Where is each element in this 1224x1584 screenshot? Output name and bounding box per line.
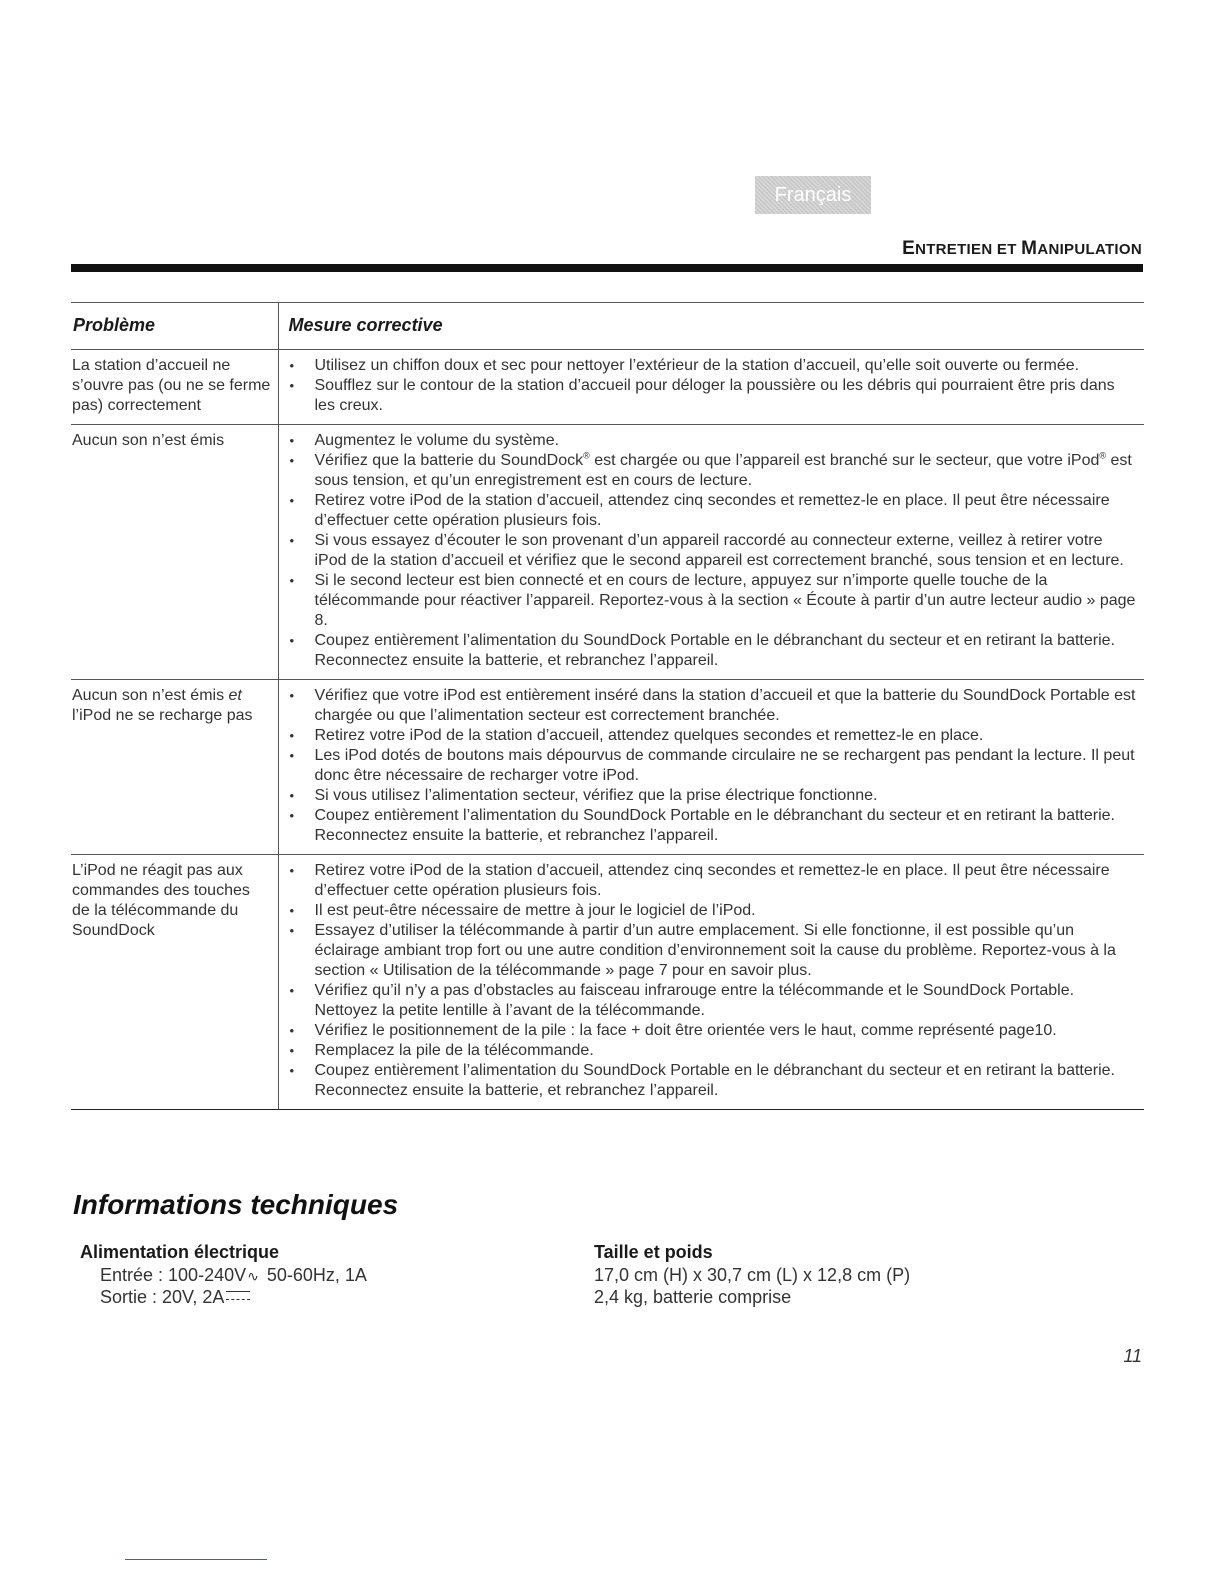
- registered-mark: ®: [583, 450, 590, 461]
- table-row: [71, 425, 1144, 680]
- problem-cell: Aucun son n’est émis et l’iPod ne se recharge pas: [71, 680, 278, 855]
- table-row: [71, 680, 1144, 855]
- list-item: • Vérifiez que la batterie du SoundDock® est chargée ou que l’appareil est branché sur le secteur, que votre iPod® est sous tension, et qu’un enregistrement est en cours de lecture.: [287, 451, 1137, 491]
- table-row: [71, 350, 1144, 425]
- power-title: Alimentation électrique: [80, 1242, 280, 1262]
- list-item: • Si le second lecteur est bien connecté et en cours de lecture, appuyez sur n’importe quelle touche de la télécommande pour réactiver l’appareil. Reportez-vous à la section « Écoute à partir d’un autre lecteur audio » page 8.: [287, 571, 1137, 631]
- list-item: • Retirez votre iPod de la station d’accueil, attendez cinq secondes et remettez-le en place. Il peut être nécessaire d’effectuer cette opération plusieurs fois.: [287, 861, 1137, 901]
- list-item: • Coupez entièrement l’alimentation du SoundDock Portable en le débranchant du secteur et en retirant la batterie. Reconnectez ensuite la batterie, et rebranchez l’appareil.: [287, 631, 1137, 671]
- list-item: • Essayez d’utiliser la télécommande à partir d’un autre emplacement. Si elle fonctionne, il est possible qu’un éclairage ambiant trop fort ou une autre condition d’environnement soit la cause du problème. Reportez-vous à la section « Utilisation de la télécommande » page 7 pour en savoir plus.: [287, 921, 1137, 981]
- footer-rule: [125, 1559, 267, 1560]
- list-item: • Soufflez sur le contour de la station d’accueil pour déloger la poussière ou les débris qui pourraient être pris dans les creux.: [287, 376, 1137, 416]
- table-row: [71, 855, 1144, 1110]
- list-item: • Il est peut-être nécessaire de mettre à jour le logiciel de l’iPod.: [287, 901, 1137, 921]
- problem-cell: L’iPod ne réagit pas aux commandes des touches de la télécommande du SoundDock: [71, 855, 278, 1110]
- size-weight: 2,4 kg, batterie comprise: [594, 1287, 792, 1307]
- list-item: • Coupez entièrement l’alimentation du SoundDock Portable en le débranchant du secteur et en retirant la batterie. Reconnectez ensuite la batterie, et rebranchez l’appareil.: [287, 806, 1137, 846]
- list-item: • Remplacez la pile de la télécommande.: [287, 1041, 1137, 1061]
- list-item: • Si vous essayez d’écouter le son provenant d’un appareil raccordé au connecteur externe, veillez à retirer votre iPod de la station d’accueil et vérifiez que le second appareil est correctement branché, sous tension et en lecture.: [287, 531, 1137, 571]
- problem-cell: Aucun son n’est émis: [71, 425, 278, 680]
- ac-symbol-icon: ∿: [247, 1268, 259, 1284]
- problem-cell: La station d’accueil ne s’ouvre pas (ou ne se ferme pas) correctement: [71, 350, 278, 425]
- column-header-problem: Problème: [71, 303, 278, 350]
- size-dimensions: 17,0 cm (H) x 30,7 cm (L) x 12,8 cm (P): [594, 1265, 911, 1285]
- column-header-action: Mesure corrective: [278, 303, 1144, 350]
- header-rule: [71, 264, 1143, 272]
- table-header-row: [71, 303, 1144, 350]
- list-item: • Coupez entièrement l’alimentation du SoundDock Portable en le débranchant du secteur et en retirant la batterie. Reconnectez ensuite la batterie, et rebranchez l’appareil.: [287, 1061, 1137, 1101]
- list-item: • Vérifiez que votre iPod est entièrement inséré dans la station d’accueil et que la batterie du SoundDock Portable est chargée ou que l’alimentation secteur est correctement branchée.: [287, 686, 1137, 726]
- action-cell: [278, 855, 1144, 1110]
- power-input: Entrée : 100-240V∿ 50-60Hz, 1A: [100, 1265, 367, 1285]
- action-cell: [278, 350, 1144, 425]
- list-item: • Retirez votre iPod de la station d’accueil, attendez quelques secondes et remettez-le en place.: [287, 726, 1137, 746]
- list-item: • Augmentez le volume du système.: [287, 431, 1137, 451]
- size-title: Taille et poids: [594, 1242, 713, 1262]
- list-item: • Si vous utilisez l’alimentation secteur, vérifiez que la prise électrique fonctionne.: [287, 786, 1137, 806]
- action-cell: [278, 680, 1144, 855]
- registered-mark: ®: [1099, 450, 1107, 461]
- list-item: • Vérifiez qu’il n’y a pas d’obstacles au faisceau infrarouge entre la télécommande et le SoundDock Portable. Nettoyez la petite lentille à l’avant de la télécommande.: [287, 981, 1137, 1021]
- power-output: Sortie : 20V, 2A: [100, 1287, 250, 1308]
- dc-symbol-icon: [226, 1291, 250, 1300]
- page-number: 11: [1123, 1346, 1142, 1366]
- list-item: • Vérifiez le positionnement de la pile : la face + doit être orientée vers le haut, comme représenté page10.: [287, 1021, 1137, 1041]
- list-item: • Les iPod dotés de boutons mais dépourvus de commande circulaire ne se rechargent pas pendant la lecture. Il peut donc être nécessaire de recharger votre iPod.: [287, 746, 1137, 786]
- action-cell: [278, 425, 1144, 680]
- list-item: • Retirez votre iPod de la station d’accueil, attendez cinq secondes et remettez-le en place. Il peut être nécessaire d’effectuer cette opération plusieurs fois.: [287, 491, 1137, 531]
- list-item: • Utilisez un chiffon doux et sec pour nettoyer l’extérieur de la station d’accueil, qu’elle soit ouverte ou fermée.: [287, 356, 1137, 376]
- troubleshooting-table: [71, 302, 1144, 1110]
- tech-info-heading: Informations techniques: [73, 1189, 399, 1220]
- section-title: ENTRETIEN ET MANIPULATION: [902, 238, 1142, 259]
- language-tab: Français: [755, 176, 871, 214]
